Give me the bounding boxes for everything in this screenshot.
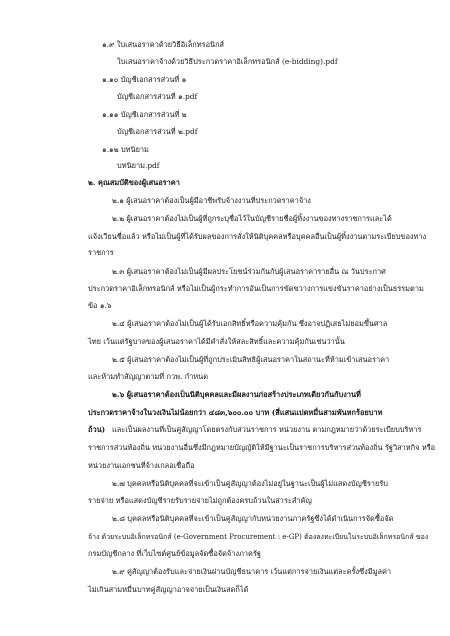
item-1-9: ๑.๙ ใบเสนอราคาด้วยวิธีอิเล็กทรอนิกส์ — [102, 40, 225, 49]
clause-2-2-line-2: แจ้งเวียนชื่อแล้ว หรือไม่เป็นผู้ที่ได้รับผลของการสั่งให้นิติบุคคลหรือบุคคลอื่นเป็นผู้ทิ้งงานตามระเบียบของทาง — [88, 232, 427, 241]
clause-2-6-line-2: ประกวดราคาจ้างในวงเงินไม่น้อยกว่า ๔๘๓,๖๐๐.๐๐ บาท (สี่แสนแปดหมื่นสามพันหกร้อยบาท — [88, 408, 383, 417]
clause-2-9-line-1: ๒.๙ คู่สัญญาต้องรับและจ่ายเงินผ่านบัญชีธนาคาร เว้นแต่การจ่ายเงินแต่ละครั้งซึ่งมีมูลค่า — [112, 567, 392, 576]
clause-2-1: ๒.๑ ผู้เสนอราคาต้องเป็นผู้มีอาชีพรับจ้างงานที่ประกวดราคาจ้าง — [112, 196, 311, 205]
clause-2-7-line-2: รายจ่าย หรือแสดงบัญชีรายรับรายจ่ายไม่ถูกต้องครบถ้วนในสาระสำคัญ — [88, 496, 312, 505]
item-1-10-file: บัญชีเอกสารส่วนที่ ๑.pdf — [117, 92, 198, 101]
clause-2-8-line-1: ๒.๘ บุคคลหรือนิติบุคคลที่จะเข้าเป็นคู่สัญญากับหน่วยงานภาครัฐซึ่งได้ดำเนินการจัดซื้อจัด — [112, 514, 394, 523]
item-1-12: ๑.๑๒ บทนิยาม — [102, 145, 149, 154]
clause-2-7-line-1: ๒.๗ บุคคลหรือนิติบุคคลที่จะเข้าเป็นคู่สัญญาต้องไม่อยู่ในฐานะเป็นผู้ไม่แสดงบัญชีรายรับ — [112, 479, 388, 488]
clause-2-6-line-5: หน่วยงานเอกชนที่จ้างเกลอเชื่อถือ — [88, 461, 195, 470]
item-1-9-file: ใบเสนอราคาจ้างด้วยวิธีประกวดราคาอิเล็กทรอนิกส์ (e-bidding).pdf — [117, 57, 338, 66]
clause-2-4-line-2: ไทย เว้นแต่รัฐบาลของผู้เสนอราคาได้มีคำสั่งให้สละสิทธิ์และความคุ้มกันเช่นว่านั้น — [88, 337, 345, 346]
clause-2-3-line-1: ๒.๓ ผู้เสนอราคาต้องไม่เป็นผู้มีผลประโยชน์ร่วมกันกับผู้เสนอราคารายอื่น ณ วันประกาศ — [112, 267, 386, 276]
clause-2-2-line-1: ๒.๒ ผู้เสนอราคาต้องไม่เป็นผู้ที่ถูกระบุชื่อไว้ในบัญชีรายชื่อผู้ทิ้งงานของทางราชการและได้ — [112, 214, 392, 223]
item-1-11: ๑.๑๑ บัญชีเอกสารส่วนที่ ๒ — [102, 110, 187, 119]
clause-2-2-line-3: ราชการ — [88, 248, 114, 257]
clause-2-8-line-3: กรมบัญชีกลาง ที่เว็บไซต์ศูนย์ข้อมูลจัดซื้อจัดจ้างภาครัฐ — [88, 549, 261, 558]
clause-2-5-line-2: และห้ามทำสัญญาตามที่ กวพ. กำหนด — [88, 372, 209, 381]
section-2-heading: ๒. คุณสมบัติของผู้เสนอราคา — [88, 178, 180, 187]
clause-2-5-line-1: ๒.๕ ผู้เสนอราคาต้องไม่เป็นผู้ที่ถูกประเมินสิทธิผู้เสนอราคาในสถานะที่ห้ามเข้าเสนอราคา — [112, 355, 390, 364]
clause-2-6-line-3a: ถ้วน) — [88, 425, 106, 434]
clause-2-3-line-2: ประกวดราคาอิเล็กทรอนิกส์ หรือไม่เป็นผู้กระทำการอันเป็นการขัดขวางการแข่งขันราคาอย่างเป็นธรรมตาม — [88, 284, 424, 293]
item-1-12-file: บทนิยาม.pdf — [117, 161, 160, 170]
clause-2-3-line-3: ข้อ ๑.๖ — [88, 301, 112, 310]
clause-2-4-line-1: ๒.๔ ผู้เสนอราคาต้องไม่เป็นผู้ได้รับเอกสิทธิ์หรือความคุ้มกัน ซึ่งอาจปฏิเสธไม่ยอมขึ้นศาล — [112, 319, 388, 328]
clause-2-6-line-3b: และเป็นผลงานที่เป็นคู่สัญญาโดยตรงกับส่วนราชการ หน่วยงาน ตามกฎหมายว่าด้วยระเบียบบริหาร — [112, 425, 422, 434]
item-1-10: ๑.๑๐ บัญชีเอกสารส่วนที่ ๑ — [102, 75, 187, 84]
clause-2-9-line-2: ไม่เกินสามหมื่นบาทคู่สัญญาอาจจ่ายเป็นเงินสดก็ได้ — [88, 585, 249, 594]
item-1-11-file: บัญชีเอกสารส่วนที่ ๒.pdf — [117, 127, 198, 136]
clause-2-6-line-4: ราชการส่วนท้องถิ่น หน่วยงานอื่นซึ่งมีกฎหมายบัญญัติให้มีฐานะเป็นราชการบริหารส่วนท้องถิ่น รัฐวิสาหกิจ หรือ — [88, 443, 436, 452]
clause-2-8-line-2: จ้าง ด้วยระบบอิเล็กทรอนิกส์ (e-Government Procurement : e-GP) ต้องลงทะเบียนในระบบอิเล็กทรอนิกส์ ของ — [88, 533, 429, 541]
clause-2-6-line-1: ๒.๖ ผู้เสนอราคาต้องเป็นนิติบุคคลและมีผลงานก่อสร้างประเภทเดียวกันกับงานที่ — [112, 390, 361, 399]
